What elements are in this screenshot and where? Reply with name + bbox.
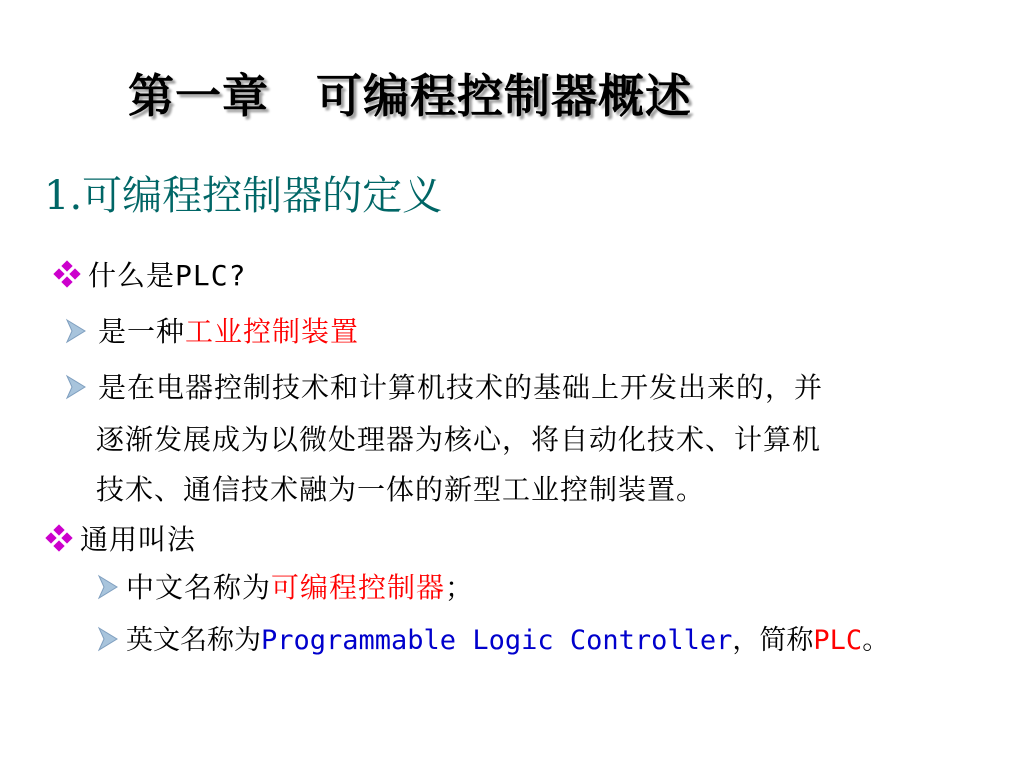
item1-prefix: 是一种	[98, 315, 186, 348]
question-text: 什么是PLC?	[88, 259, 247, 292]
item2-line3: 技术、通信技术融为一体的新型工业控制装置。	[96, 473, 706, 506]
item2-line2: 逐渐发展成为以微处理器为核心，将自动化技术、计算机	[96, 423, 822, 456]
en-highlight: Programmable Logic Controller	[261, 625, 733, 656]
cn-suffix: ；	[445, 571, 475, 604]
arrowhead-bullet-icon	[66, 374, 86, 400]
arrowhead-bullet-icon	[66, 318, 86, 344]
en-mid: ，简称	[732, 625, 814, 656]
question-text: 通用叫法	[80, 523, 197, 556]
definition-item-2	[66, 366, 823, 406]
chinese-name-item	[98, 566, 474, 606]
diamond-bullet-icon	[54, 261, 80, 287]
arrowhead-bullet-icon	[98, 626, 118, 652]
definition-item-1	[66, 310, 359, 350]
en-suffix: 。	[862, 625, 890, 656]
english-name-item	[98, 618, 889, 657]
question-what-is-plc	[54, 254, 246, 294]
item1-highlight: 工业控制装置	[185, 315, 360, 348]
en-prefix: 英文名称为	[126, 625, 261, 656]
cn-highlight: 可编程控制器	[271, 571, 446, 604]
section-heading: 1.可编程控制器的定义	[44, 173, 443, 219]
cn-prefix: 中文名称为	[126, 571, 272, 604]
item2-line1: 是在电器控制技术和计算机技术的基础上开发出来的，并	[98, 371, 824, 404]
en-abbr: PLC	[813, 625, 863, 656]
arrowhead-bullet-icon	[98, 574, 118, 600]
diamond-bullet-icon	[46, 525, 72, 551]
slide-title: 第一章 可编程控制器概述	[128, 69, 692, 123]
question-common-names	[46, 518, 196, 558]
